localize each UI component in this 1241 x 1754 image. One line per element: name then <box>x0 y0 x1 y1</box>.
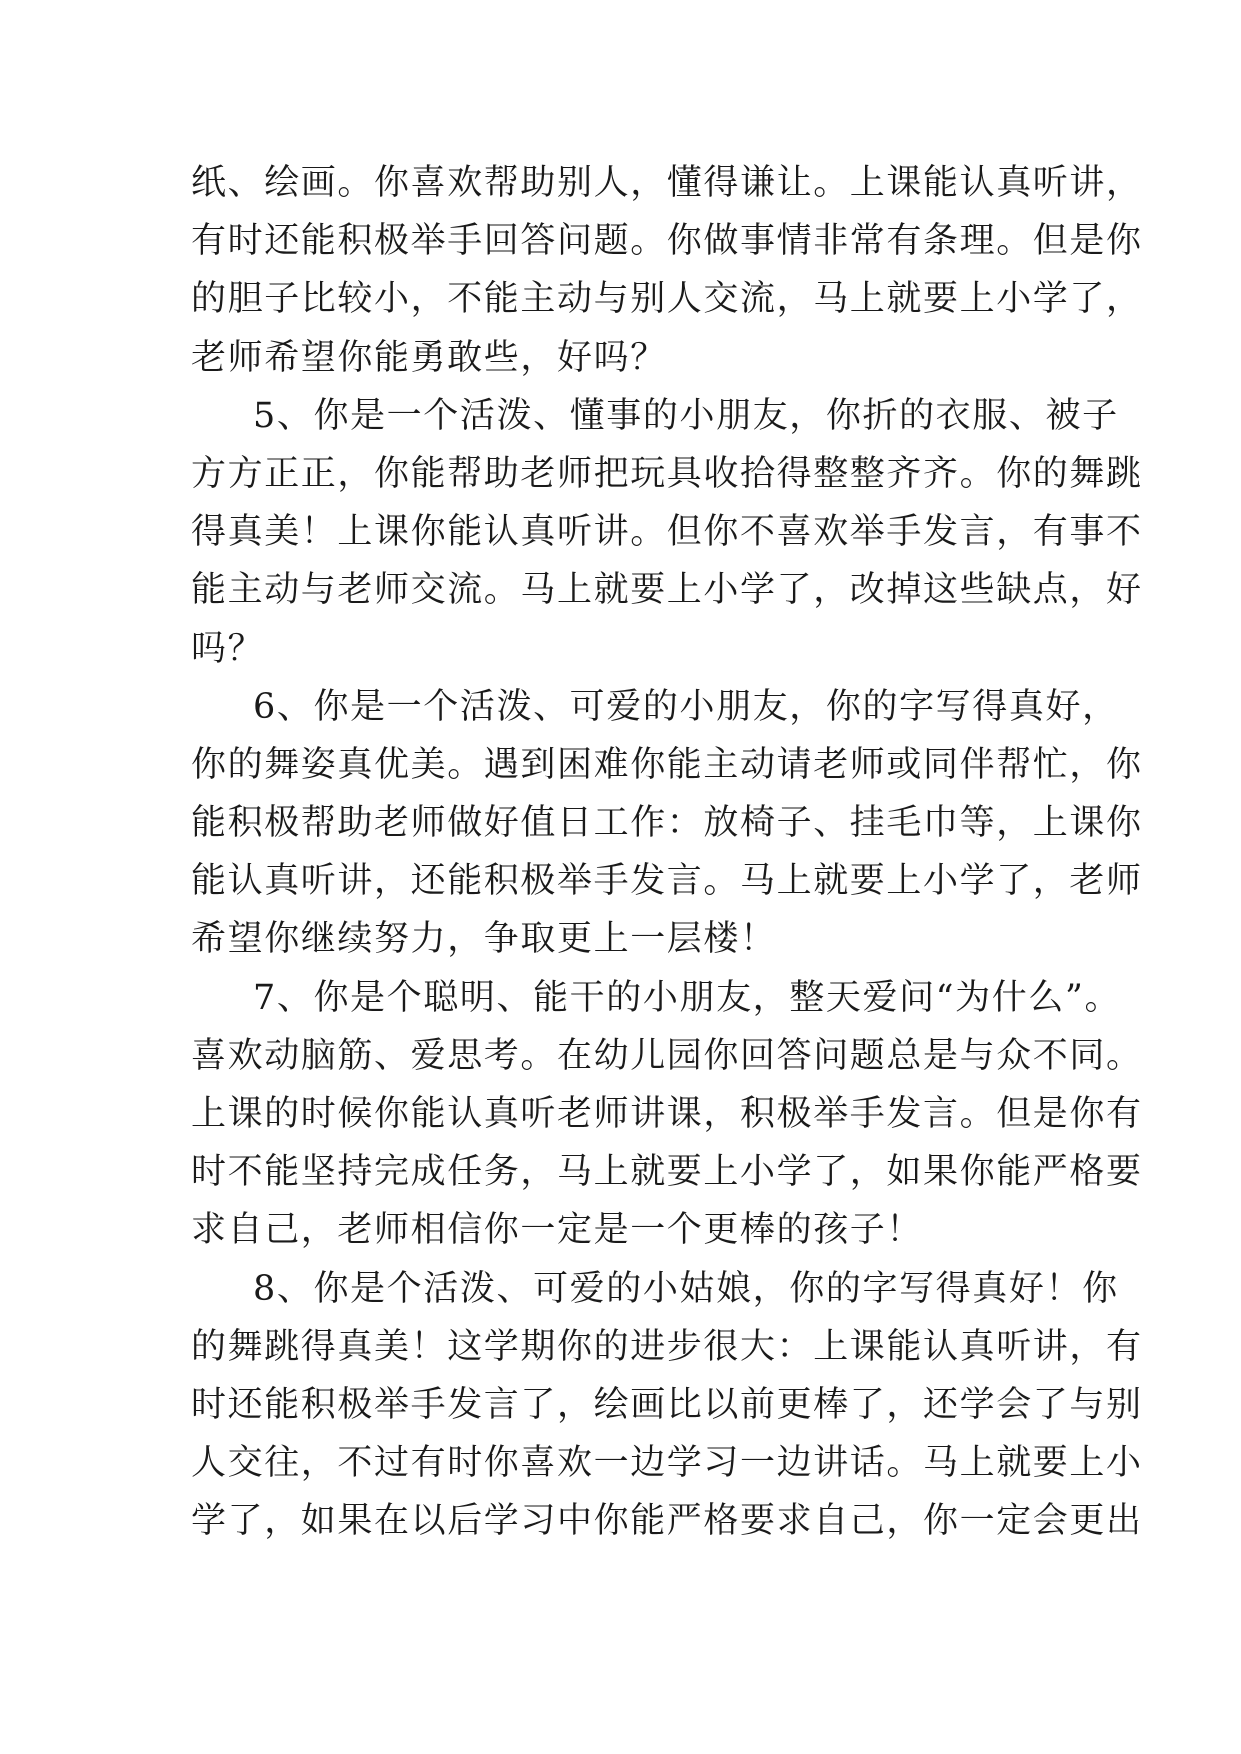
text-line: 的胆子比较小，不能主动与别人交流，马上就要上小学了， <box>191 279 1143 320</box>
text-line: 学了，如果在以后学习中你能严格要求自己，你一定会更出 <box>191 1501 1143 1542</box>
text-line: 时不能坚持完成任务，马上就要上小学了，如果你能严格要 <box>191 1152 1143 1193</box>
text-line: 求自己，老师相信你一定是一个更棒的孩子！ <box>191 1210 924 1251</box>
text-line: 吗？ <box>191 628 265 669</box>
text-line: 7、你是个聪明、能干的小朋友，整天爱问“为什么”。 <box>253 977 1122 1018</box>
text-line: 希望你继续努力，争取更上一层楼！ <box>191 919 777 960</box>
paragraph-6 <box>191 678 1143 969</box>
text-line: 能积极帮助老师做好值日工作：放椅子、挂毛巾等，上课你 <box>191 803 1143 844</box>
text-line: 方方正正，你能帮助老师把玩具收拾得整整齐齐。你的舞跳 <box>191 453 1143 494</box>
text-line: 5、你是一个活泼、懂事的小朋友，你折的衣服、被子 <box>253 395 1119 436</box>
paragraph-7 <box>191 969 1143 1260</box>
text-line: 时还能积极举手发言了，绘画比以前更棒了，还学会了与别 <box>191 1384 1143 1425</box>
text-line: 的舞跳得真美！这学期你的进步很大：上课能认真听讲，有 <box>191 1326 1143 1367</box>
text-line: 6、你是一个活泼、可爱的小朋友，你的字写得真好， <box>253 686 1119 727</box>
text-line: 有时还能积极举手回答问题。你做事情非常有条理。但是你 <box>191 221 1143 262</box>
text-line: 喜欢动脑筋、爱思考。在幼儿园你回答问题总是与众不同。 <box>191 1035 1143 1076</box>
paragraph-8 <box>191 1260 1143 1551</box>
paragraph-5 <box>191 387 1143 678</box>
text-line: 你的舞姿真优美。遇到困难你能主动请老师或同伴帮忙，你 <box>191 744 1143 785</box>
text-line: 得真美！上课你能认真听讲。但你不喜欢举手发言，有事不 <box>191 512 1143 553</box>
text-line: 上课的时候你能认真听老师讲课，积极举手发言。但是你有 <box>191 1094 1143 1134</box>
text-line: 人交往，不过有时你喜欢一边学习一边讲话。马上就要上小 <box>191 1443 1143 1484</box>
paragraph-1 <box>191 154 1143 387</box>
text-line: 老师希望你能勇敢些，好吗？ <box>191 337 667 378</box>
text-line: 能主动与老师交流。马上就要上小学了，改掉这些缺点，好 <box>191 570 1143 611</box>
document-body <box>191 154 1143 1551</box>
text-line: 8、你是个活泼、可爱的小姑娘，你的字写得真好！你 <box>253 1268 1119 1309</box>
text-line: 能认真听讲，还能积极举手发言。马上就要上小学了，老师 <box>191 861 1143 902</box>
text-line: 纸、绘画。你喜欢帮助别人，懂得谦让。上课能认真听讲， <box>191 163 1143 203</box>
